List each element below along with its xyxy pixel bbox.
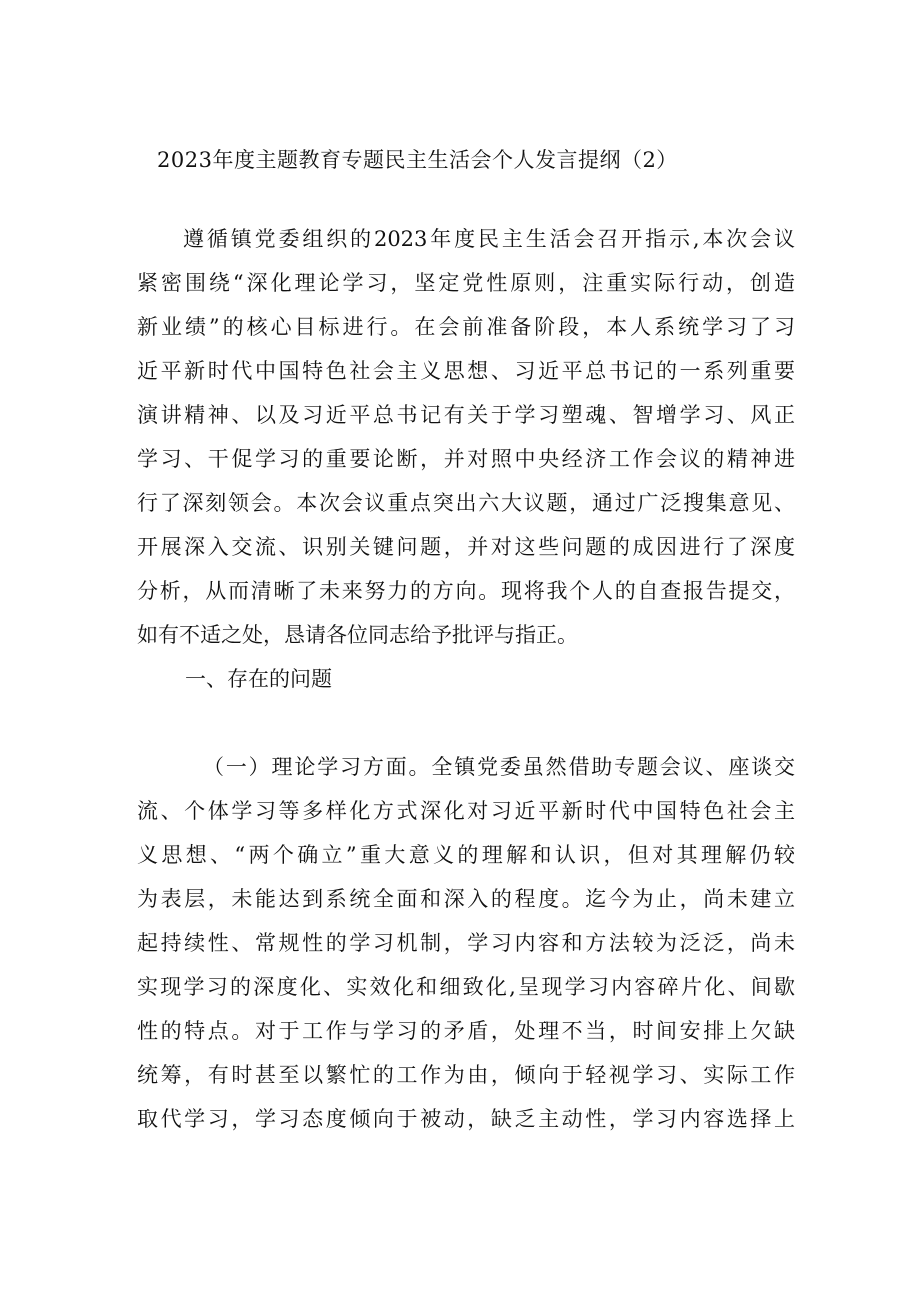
subsection-line: 实现学习的深度化、实效化和细致化,呈现学习内容碎片化、间歇: [137, 975, 795, 999]
intro-line: 开展深入交流、识别关键问题，并对这些问题的成因进行了深度: [137, 535, 795, 559]
intro-line: 演讲精神、以及习近平总书记有关于学习塑魂、智增学习、风正: [137, 403, 795, 427]
document-title: 2023年度主题教育专题民主生活会个人发言提纲（2）: [157, 148, 678, 172]
intro-line: 遵循镇党委组织的2023年度民主生活会召开指示,本次会议: [183, 227, 795, 251]
intro-line: 如有不适之处，恳请各位同志给予批评与指正。: [137, 623, 578, 647]
intro-line: 新业绩”的核心目标进行。在会前准备阶段，本人系统学习了习: [137, 315, 795, 339]
section-heading: 一、存在的问题: [185, 667, 332, 691]
subsection-line: 取代学习，学习态度倾向于被动，缺乏主动性，学习内容选择上: [137, 1107, 795, 1131]
intro-line: 紧密围绕“深化理论学习，坚定党性原则，注重实际行动，创造: [137, 271, 795, 295]
subsection-line: 统筹，有时甚至以繁忙的工作为由，倾向于轻视学习、实际工作: [137, 1063, 795, 1087]
intro-line: 近平新时代中国特色社会主义思想、习近平总书记的一系列重要: [137, 359, 795, 383]
subsection-line: 起持续性、常规性的学习机制，学习内容和方法较为泛泛，尚未: [137, 931, 795, 955]
subsection-line: 性的特点。对于工作与学习的矛盾，处理不当，时间安排上欠缺: [137, 1019, 795, 1043]
subsection-line: （一）理论学习方面。全镇党委虽然借助专题会议、座谈交: [203, 755, 795, 779]
intro-line: 行了深刻领会。本次会议重点突出六大议题，通过广泛搜集意见、: [137, 491, 795, 515]
subsection-line: 义思想、“两个确立”重大意义的理解和认识，但对其理解仍较: [137, 843, 795, 867]
intro-line: 学习、干促学习的重要论断，并对照中央经济工作会议的精神进: [137, 447, 795, 471]
intro-line: 分析，从而清晰了未来努力的方向。现将我个人的自查报告提交，: [137, 579, 795, 603]
subsection-line: 为表层，未能达到系统全面和深入的程度。迄今为止，尚未建立: [137, 887, 795, 911]
subsection-line: 流、个体学习等多样化方式深化对习近平新时代中国特色社会主: [137, 799, 795, 823]
